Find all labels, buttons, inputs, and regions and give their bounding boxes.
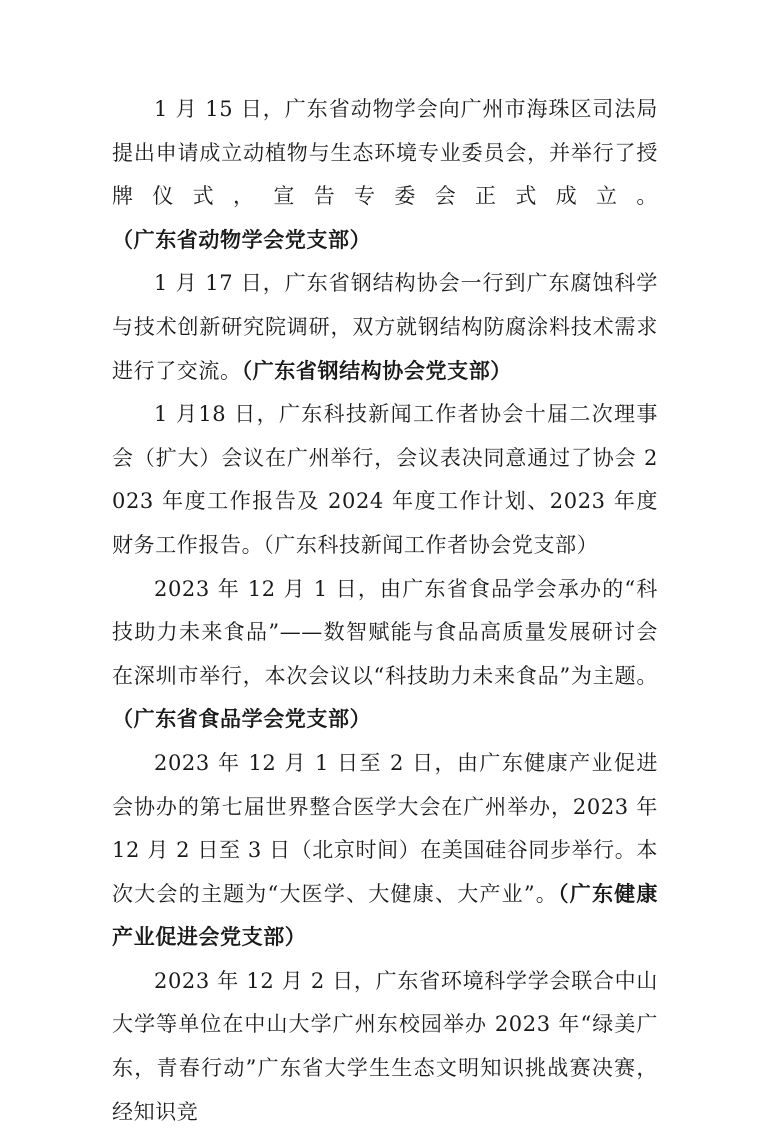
news-paragraph: [112, 88, 658, 262]
paragraph-text: 1 月 15 日，广东省动物学会向广州市海珠区司法局提出申请成立动植物与生态环境专业委员会，并举行了授牌仪式，宣告专委会正式成立。: [112, 97, 658, 209]
source-attribution: （广东健康产业促进会党支部）: [112, 881, 658, 950]
news-paragraph: [112, 393, 658, 567]
news-paragraph: [112, 742, 658, 960]
news-paragraph: [112, 960, 658, 1134]
source-attribution: （广东科技新闻工作者协会党支部）: [263, 532, 599, 557]
paragraph-text: 2023 年 12 月 1 日，由广东省食品学会承办的“科技助力未来食品”——数智赋能与食品高质量发展研讨会在深圳市举行，本次会议以“科技助力未来食品”为主题。: [112, 576, 658, 688]
paragraph-text: 2023 年 12 月 2 日，广东省环境科学学会联合中山大学等单位在中山大学广州东校园举办 2023 年“绿美广东，青春行动”广东省大学生生态文明知识挑战赛决赛，经知识竞: [112, 968, 658, 1124]
source-attribution: （广东省食品学会党支部）: [112, 707, 372, 732]
news-paragraph: [112, 568, 658, 742]
document-page: [112, 88, 658, 1134]
source-attribution: （广东省动物学会党支部）: [112, 227, 372, 252]
paragraph-text: 1 月 17 日，广东省钢结构协会一行到广东腐蚀科学与技术创新研究院调研，双方就钢结构防腐涂料技术需求进行了交流。: [112, 271, 658, 383]
paragraph-text: 1 月18 日，广东科技新闻工作者协会十届二次理事会（扩大）会议在广州举行，会议表决同意通过了协会 2023 年度工作报告及 2024 年度工作计划、2023 年度财务工作报告。: [112, 402, 658, 557]
news-paragraph: [112, 262, 658, 393]
paragraph-text: 2023 年 12 月 1 日至 2 日，由广东健康产业促进会协办的第七届世界整合医学大会在广州举办，2023 年 12 月 2 日至 3 日（北京时间）在美国硅谷同步举行。本次大会的主题为“大医学、大健康、大产业”。: [112, 750, 658, 906]
source-attribution: （广东省钢结构协会党支部）: [241, 358, 512, 383]
